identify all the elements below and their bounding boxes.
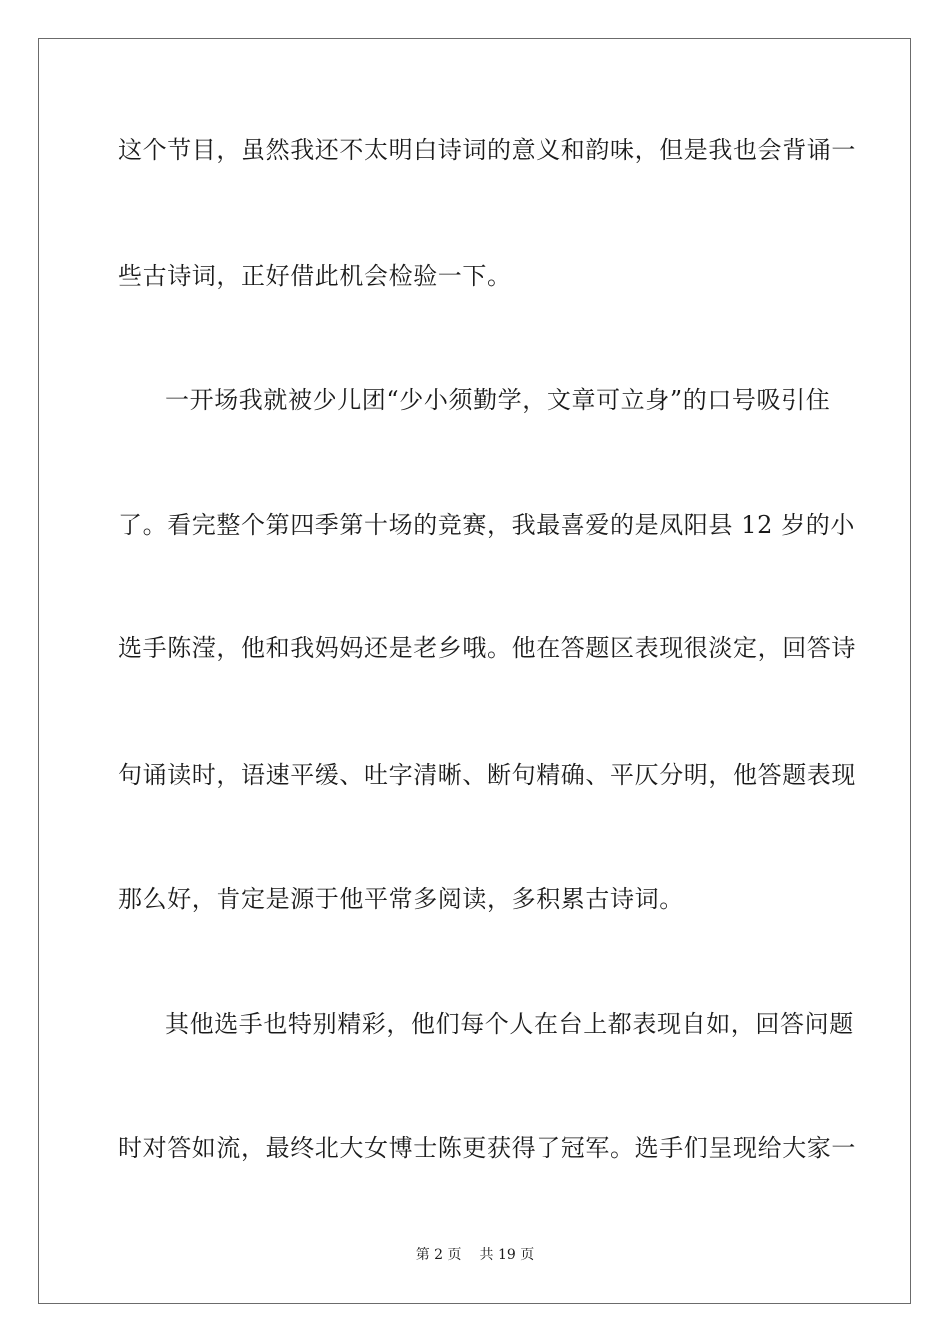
text-line: 些古诗词，正好借此机会检验一下。 [118, 262, 512, 290]
text-line: 那么好，肯定是源于他平常多阅读，多积累古诗词。 [118, 885, 684, 913]
total-pages: 共 19 页 [479, 1247, 535, 1263]
text-line: 句诵读时，语速平缓、吐字清晰、断句精确、平仄分明，他答题表现 [118, 761, 856, 789]
text-line: 选手陈滢，他和我妈妈还是老乡哦。他在答题区表现很淡定，回答诗 [118, 634, 856, 662]
page-footer [0, 1246, 950, 1264]
paragraph-start-line: 其他选手也特别精彩，他们每个人在台上都表现自如，回答问题 [165, 1010, 854, 1038]
page-number: 第 2 页 [415, 1247, 462, 1263]
text-line: 时对答如流，最终北大女博士陈更获得了冠军。选手们呈现给大家一 [118, 1134, 856, 1162]
page-frame [38, 38, 911, 1304]
text-line: 了。看完整个第四季第十场的竞赛，我最喜爱的是凤阳县 12 岁的小 [118, 511, 855, 539]
text-line: 这个节目，虽然我还不太明白诗词的意义和韵味，但是我也会背诵一 [118, 136, 856, 164]
paragraph-start-line: 一开场我就被少儿团“少小须勤学，文章可立身”的口号吸引住 [165, 386, 831, 414]
